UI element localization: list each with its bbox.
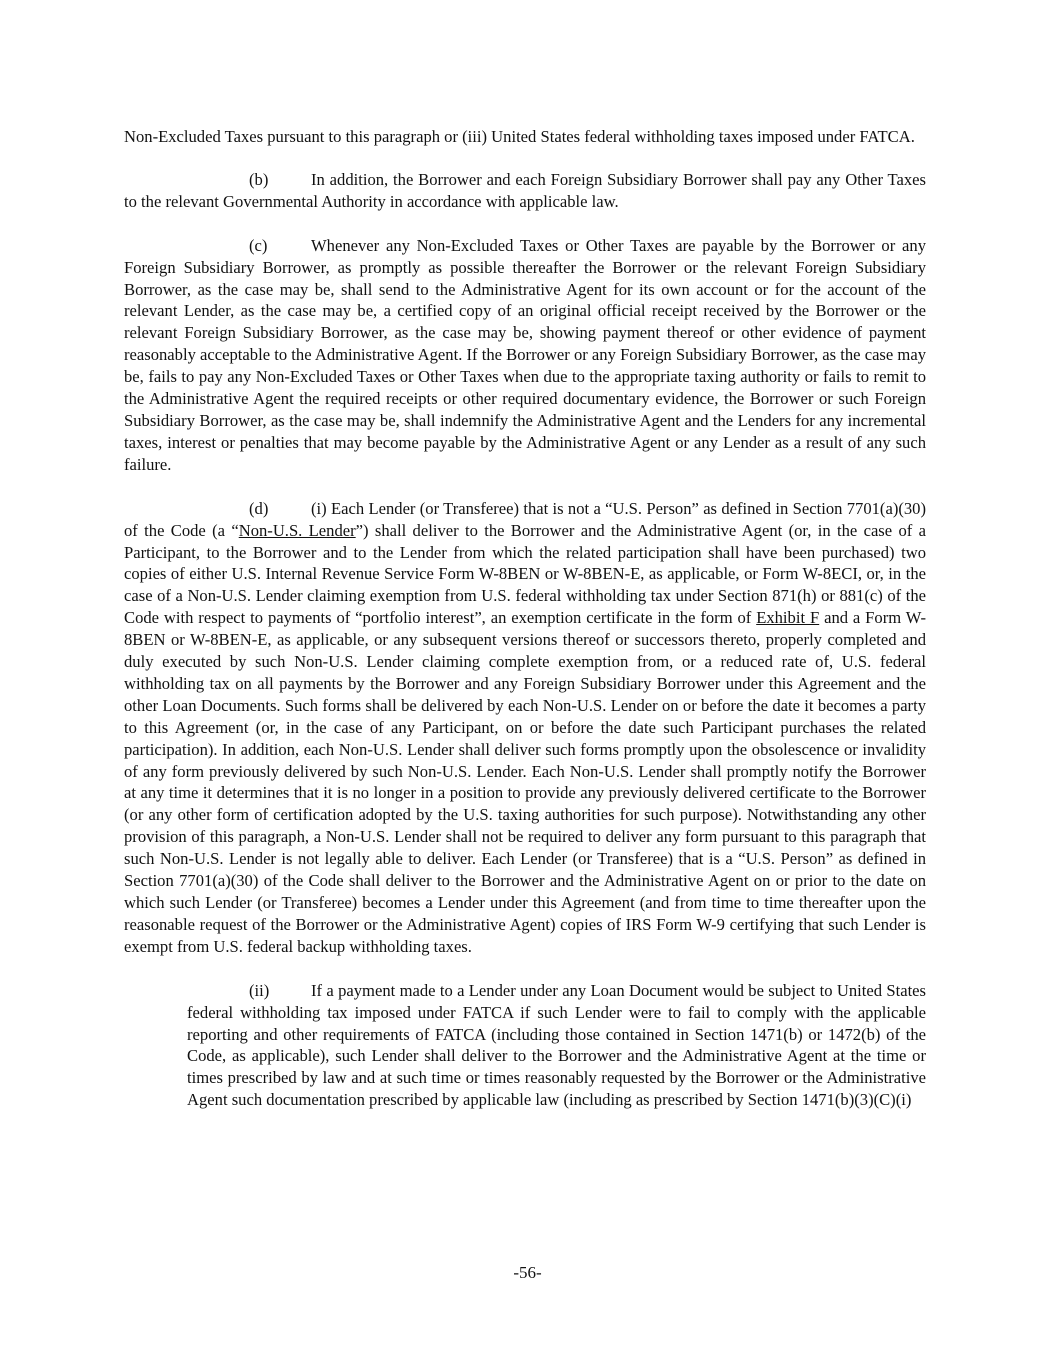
- exhibit-f-reference: Exhibit F: [756, 608, 820, 628]
- paragraph-d-text-2: ”) shall deliver to the Borrower and the Administrative Agent (or, in the case of a Participant, to the Borrower and to the Lender from which the related participation shall have been purchased) two copies of either U.S. Internal Revenue Service Form W-8BEN or W-8BEN-E, as applicable, or Form W-8ECI, or, in the case of a Non-U.S. Lender claiming exemption from U.S. federal withholding tax under Section 871(h) or 881(c) of the Code with respect to payments of “portfolio interest”, an exemption certificate in the form of: [124, 520, 926, 628]
- paragraph-d: [124, 498, 926, 958]
- paragraph-b-label: (b): [249, 169, 269, 189]
- paragraph-b-text: In addition, the Borrower and each Foreign Subsidiary Borrower shall pay any Other Taxes to the relevant Governmental Authority in accordance with applicable law.: [124, 169, 926, 211]
- paragraph-d-ii-label: (ii): [249, 980, 270, 1000]
- page-number: -56-: [513, 1263, 542, 1282]
- paragraph-d-ii-text: If a payment made to a Lender under any Loan Document would be subject to United States federal withholding tax imposed under FATCA if such Lender were to fail to comply with the applicable reporting and other requirements of FATCA (including those contained in Section 1471(b) or 1472(b) of the Code, as applicable), such Lender shall deliver to the Borrower and the Administrative Agent at the time or times prescribed by law and at such time or times reasonably requested by the Borrower or the Administrative Agent such documentation prescribed by applicable law (including as prescribed by Section 1471(b)(3)(C)(i): [187, 980, 926, 1110]
- document-page: [124, 126, 926, 1133]
- defined-term-non-us-lender: Non-U.S. Lender: [238, 520, 356, 540]
- paragraph-b: [124, 169, 926, 213]
- paragraph-d-label: (d): [249, 498, 269, 518]
- paragraph-d-ii: [187, 980, 926, 1111]
- paragraph-c-text: Whenever any Non-Excluded Taxes or Other Taxes are payable by the Borrower or any Foreign Subsidiary Borrower, as promptly as possible thereafter the Borrower or the relevant Foreign Subsidiary Borrower, as the case may be, shall send to the Administrative Agent for its own account or for the account of the relevant Lender, as the case may be, a certified copy of an original official receipt received by the Borrower or the relevant Foreign Subsidiary Borrower, as the case may be, showing payment thereof or other evidence of payment reasonably acceptable to the Administrative Agent. If the Borrower or any Foreign Subsidiary Borrower, as the case may be, fails to pay any Non-Excluded Taxes or Other Taxes when due to the appropriate taxing authority or fails to remit to the Administrative Agent the required receipts or other required documentary evidence, the Borrower or such Foreign Subsidiary Borrower, as the case may be, shall indemnify the Administrative Agent and the Lenders for any incremental taxes, interest or penalties that may become payable by the Administrative Agent or any Lender as a result of any such failure.: [124, 235, 926, 474]
- paragraph-c: [124, 235, 926, 476]
- paragraph-d-text-1: (i) Each Lender (or Transferee) that is not a “U.S. Person” as defined in Section 7701(a)(30) of the Code (a “: [124, 498, 926, 540]
- paragraph-c-label: (c): [249, 235, 268, 255]
- paragraph-continuation: Non-Excluded Taxes pursuant to this paragraph or (iii) United States federal withholding taxes imposed under FATCA.: [124, 127, 915, 146]
- paragraph-d-text-3: and a Form W-8BEN or W-8BEN-E, as applicable, or any subsequent versions thereof or successors thereto, properly completed and duly executed by such Non-U.S. Lender claiming complete exemption from, or a reduced rate of, U.S. federal withholding tax on all payments by the Borrower and any Foreign Subsidiary Borrower under this Agreement and the other Loan Documents. Such forms shall be delivered by each Non-U.S. Lender on or before the date it becomes a party to this Agreement (or, in the case of any Participant, on or before the date such Participant purchases the related participation). In addition, each Non-U.S. Lender shall deliver such forms promptly upon the obsolescence or invalidity of any form previously delivered by such Non-U.S. Lender. Each Non-U.S. Lender shall promptly notify the Borrower at any time it determines that it is no longer in a position to provide any previously delivered certificate to the Borrower (or any other form of certification adopted by the U.S. taxing authorities for such purpose). Notwithstanding any other provision of this paragraph, a Non-U.S. Lender shall not be required to deliver any form pursuant to this paragraph that such Non-U.S. Lender is not legally able to deliver. Each Lender (or Transferee) that is a “U.S. Person” as defined in Section 7701(a)(30) of the Code shall deliver to the Borrower and the Administrative Agent on or prior to the date on which such Lender (or Transferee) becomes a Lender under this Agreement (and from time to time thereafter upon the reasonable request of the Borrower or the Administrative Agent) copies of IRS Form W-9 certifying that such Lender is exempt from U.S. federal backup withholding taxes.: [124, 608, 926, 956]
